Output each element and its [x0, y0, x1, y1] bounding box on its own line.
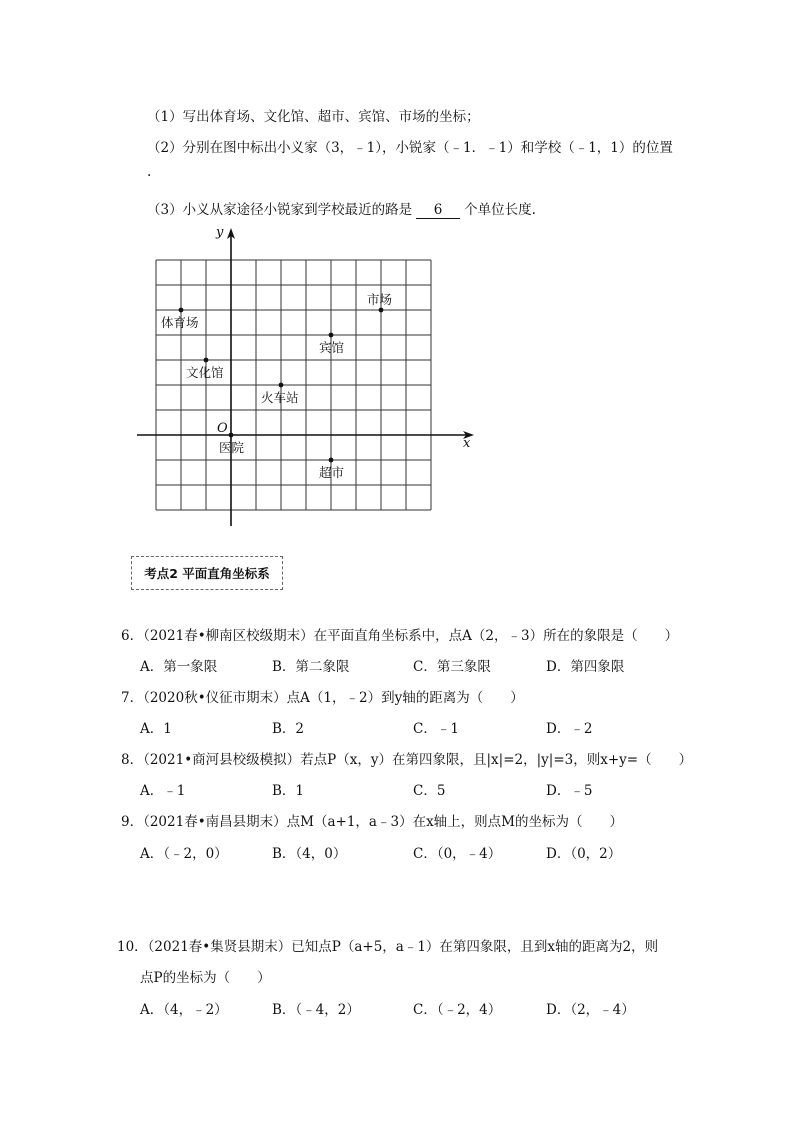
sub-question-2-end: .: [147, 164, 152, 180]
question-10-line2: 点P的坐标为（ ）: [140, 970, 271, 986]
point-label-医院: 医院: [219, 440, 245, 455]
option-b: B．1: [272, 783, 305, 799]
option-d: D．（2，﹣4）: [546, 1002, 635, 1018]
answer-blank: 6: [416, 202, 460, 219]
point-label-市场: 市场: [367, 292, 393, 307]
point-宾馆: [329, 333, 334, 338]
option-c: C．﹣1: [413, 721, 459, 737]
option-d: D．﹣2: [546, 721, 593, 737]
sub-question-1: （1）写出体育场、文化馆、超市、宾馆、市场的坐标；: [147, 109, 480, 125]
point-label-火车站: 火车站: [261, 390, 299, 405]
option-c: C．（0，﹣4）: [413, 846, 502, 862]
grid-points: [161, 292, 392, 480]
question-9: 9．（2021春•南昌县期末）点M（a+1，a﹣3）在x轴上，则点M的坐标为（ ）: [121, 814, 624, 830]
option-b: B．2: [272, 721, 305, 737]
option-d: D．﹣5: [546, 783, 593, 799]
question-8: 8．（2021•商河县校级模拟）若点P（x，y）在第四象限，且|x|=2，|y|=3，则x+y=（ ）: [121, 752, 693, 768]
sub-question-3-tail: 个单位长度.: [464, 202, 536, 218]
point-市场: [379, 308, 384, 313]
point-火车站: [279, 383, 284, 388]
option-d: D．第四象限: [546, 659, 625, 675]
option-c: C．5: [413, 783, 446, 799]
option-a: A．第一象限: [140, 659, 218, 675]
option-d: D．（0，2）: [546, 846, 622, 862]
option-a: A．1: [140, 721, 172, 737]
point-label-体育场: 体育场: [161, 315, 199, 330]
option-b: B．（﹣4，2）: [272, 1002, 360, 1018]
question-10: 10．（2021春•集贤县期末）已知点P（a+5，a﹣1）在第四象限，且到x轴的距离为2，则: [117, 939, 659, 955]
point-超市: [329, 458, 334, 463]
sub-question-3-text: （3）小义从家途径小锐家到学校最近的路是: [147, 202, 413, 218]
option-a: A．（﹣2，0）: [140, 846, 228, 862]
question-6: 6．（2021春•柳南区校级期末）在平面直角坐标系中，点A（2，﹣3）所在的象限是（ ）: [121, 628, 679, 644]
y-axis-label: y: [216, 225, 224, 240]
point-文化馆: [204, 358, 209, 363]
section-heading: 考点2 平面直角坐标系: [131, 556, 283, 590]
point-label-超市: 超市: [319, 465, 345, 480]
point-label-文化馆: 文化馆: [186, 365, 224, 380]
sub-question-2: （2）分别在图中标出小义家（3，﹣1），小锐家（﹣1．﹣1）和学校（﹣1，1）的位置: [147, 140, 673, 156]
x-axis-label: x: [463, 436, 471, 451]
origin-label: O: [217, 421, 228, 436]
option-b: B．（4，0）: [272, 846, 347, 862]
point-体育场: [179, 308, 184, 313]
point-label-宾馆: 宾馆: [319, 340, 345, 355]
question-7: 7．（2020秋•仪征市期末）点A（1，﹣2）到y轴的距离为（ ）: [121, 690, 524, 706]
option-c: C．第三象限: [413, 659, 491, 675]
option-c: C．（﹣2，4）: [413, 1002, 502, 1018]
option-a: A．﹣1: [140, 783, 186, 799]
option-b: B．第二象限: [272, 659, 350, 675]
option-a: A．（4，﹣2）: [140, 1002, 228, 1018]
point-医院: [229, 433, 234, 438]
